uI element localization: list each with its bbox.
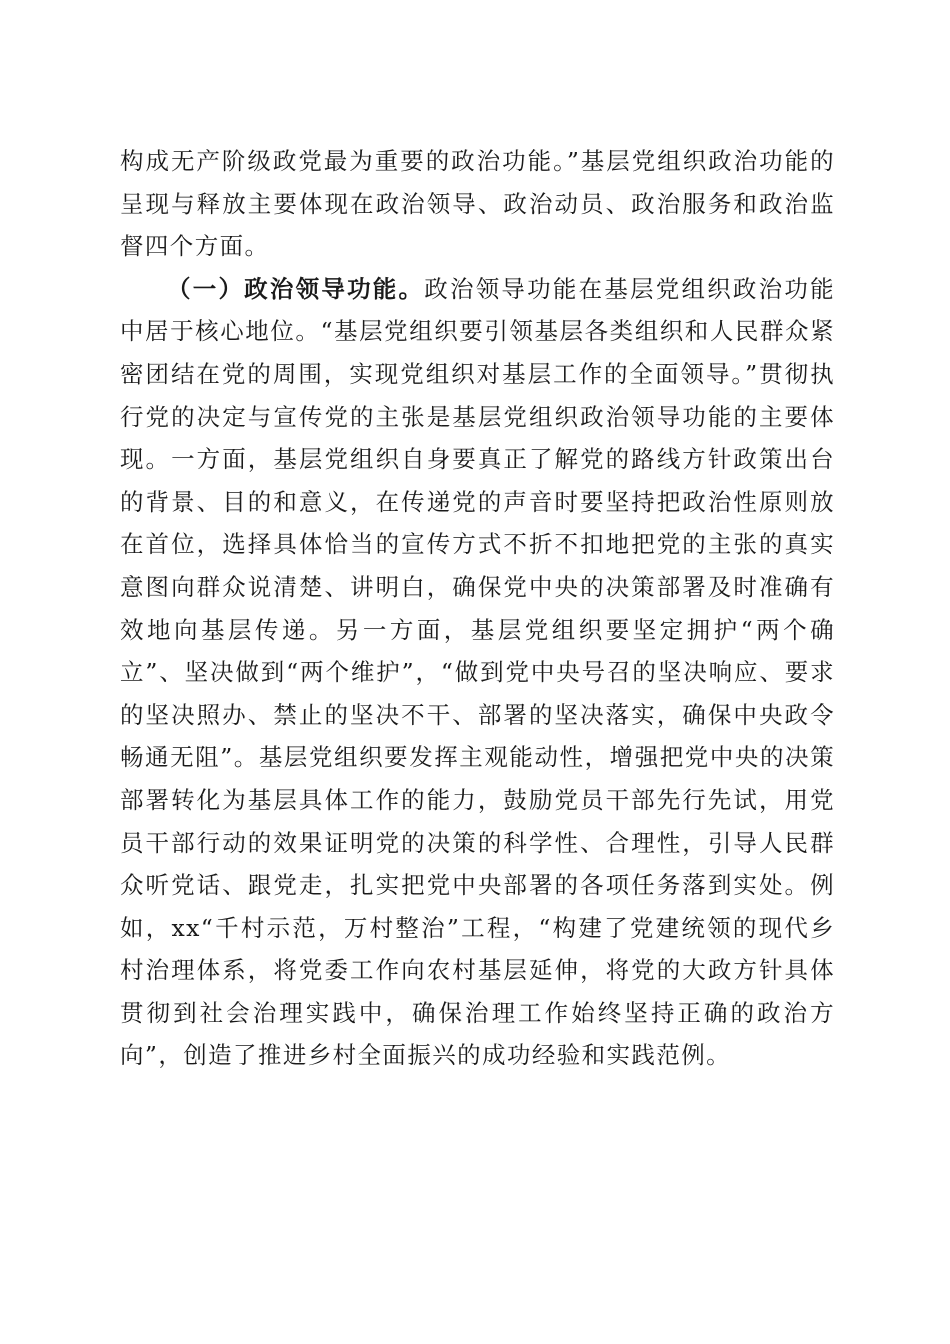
section-heading: （一）政治领导功能。 [167, 274, 425, 303]
document-body [120, 140, 835, 1077]
paragraph-continuation: 构成无产阶级政党最为重要的政治功能。”基层党组织政治功能的呈现与释放主要体现在政治领导、政治动员、政治服务和政治监督四个方面。 [120, 147, 835, 261]
paragraph-body: 政治领导功能在基层党组织政治功能中居于核心地位。“基层党组织要引领基层各类组织和人民群众紧密团结在党的周围，实现党组织对基层工作的全面领导。”贯彻执行党的决定与宣传党的主张是基层党组织政治领导功能的主要体现。一方面，基层党组织自身要真正了解党的路线方针政策出台的背景、目的和意义，在传递党的声音时要坚持把政治性原则放在首位，选择具体恰当的宣传方式不折不扣地把党的主张的真实意图向群众说清楚、讲明白，确保党中央的决策部署及时准确有效地向基层传递。另一方面，基层党组织要坚定拥护“两个确立”、坚决做到“两个维护”，“做到党中央号召的坚决响应、要求的坚决照办、禁止的坚决不干、部署的坚决落实，确保中央政令畅通无阻”。基层党组织要发挥主观能动性，增强把党中央的决策部署转化为基层具体工作的能力，鼓励党员干部先行先试，用党员干部行动的效果证明党的决策的科学性、合理性，引导人民群众听党话、跟党走，扎实把党中央部署的各项任务落到实处。例如，xx“千村示范，万村整治”工程，“构建了党建统领的现代乡村治理体系，将党委工作向农村基层延伸，将党的大政方针具体贯彻到社会治理实践中，确保治理工作始终坚持正确的政治方向”，创造了推进乡村全面振兴的成功经验和实践范例。 [120, 274, 836, 1070]
paragraph-political-leadership [120, 268, 835, 1077]
